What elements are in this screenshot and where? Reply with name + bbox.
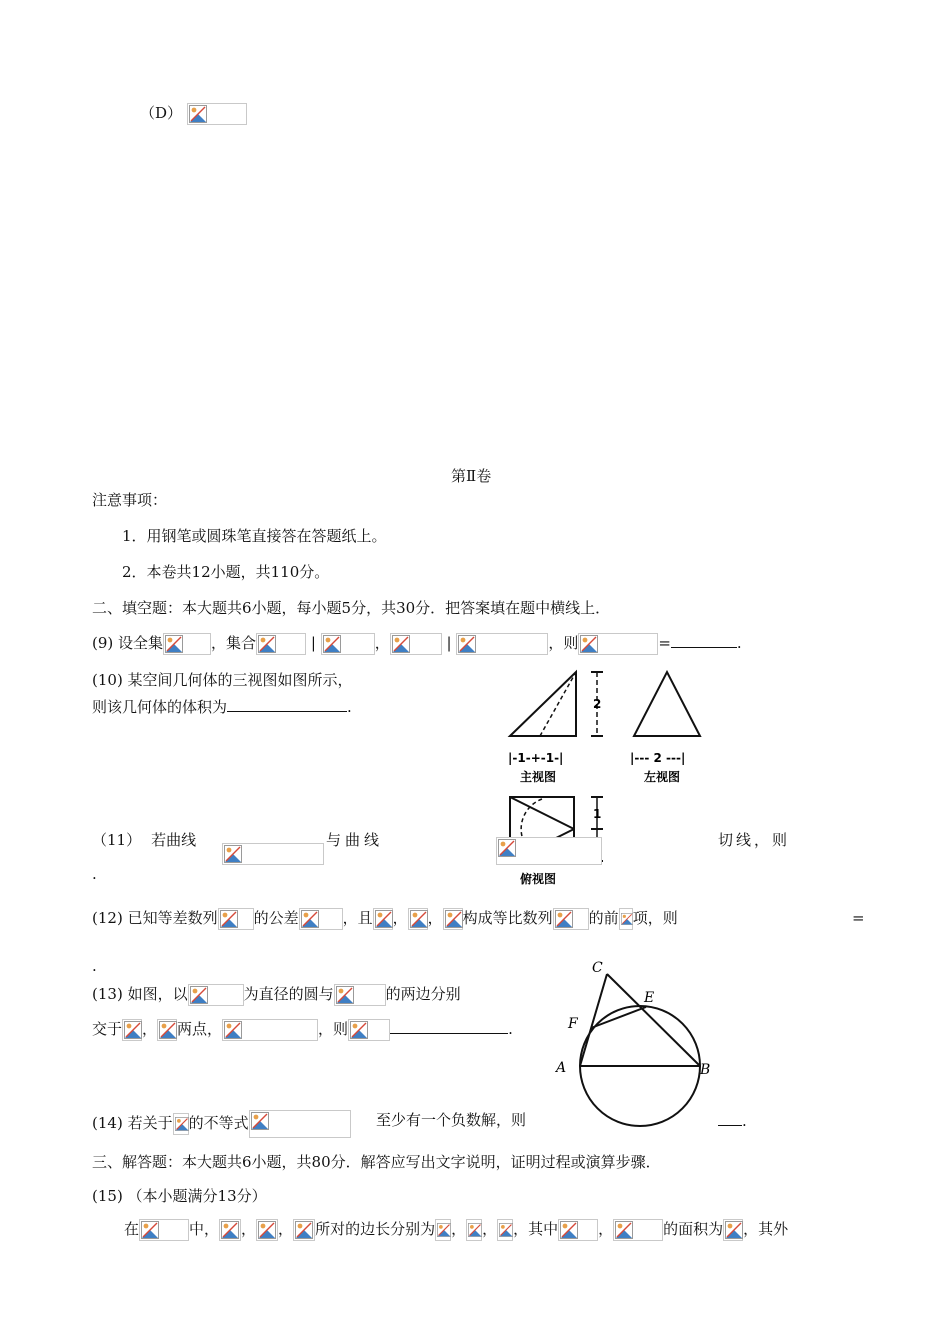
broken-image-icon [165, 635, 183, 653]
q15-text-4: ，其中 [513, 1220, 559, 1238]
q15-formula-4 [293, 1219, 315, 1241]
q9-number: (9) [92, 634, 114, 652]
broken-image-icon [336, 986, 354, 1004]
broken-image-icon [175, 1115, 189, 1133]
q12-text-3: ，且 [342, 909, 373, 927]
broken-image-icon [560, 1221, 578, 1239]
broken-image-icon [437, 1221, 451, 1239]
q9-bar-1: | [310, 634, 316, 652]
dim-side-bottom: |--- 2 ---| [630, 751, 686, 765]
q12-formula-4 [408, 908, 428, 930]
q9-comma: ， [374, 634, 390, 652]
q14-answer [718, 1110, 747, 1131]
circle-figure [550, 960, 720, 1130]
broken-image-icon [392, 635, 410, 653]
q15-formula-5 [435, 1219, 451, 1241]
q14-text-3: 至少有一个负数解，则 [376, 1111, 527, 1129]
side-view-label: 左视图 [644, 770, 681, 784]
q9-bar-2: | [446, 634, 452, 652]
q13-text-2: 为直径的圆与 [243, 985, 334, 1003]
question-9 [92, 632, 742, 655]
q15-line-1 [124, 1219, 788, 1241]
broken-image-icon [221, 1221, 239, 1239]
q15-text-2: 中， [189, 1220, 220, 1238]
q9-equals: = [658, 634, 671, 652]
q14-formula-2 [249, 1110, 351, 1138]
q14-text-1: 若关于 [127, 1114, 173, 1132]
q9-end: . [736, 634, 742, 652]
q10-line-1: (10) 某空间几何体的三视图如图所示， [92, 671, 353, 689]
q12-comma-2: ， [427, 909, 443, 927]
q12-comma-1: ， [392, 909, 408, 927]
q9-formula-5 [456, 633, 548, 655]
q15-formula-8 [558, 1219, 598, 1241]
q15-formula-1 [139, 1219, 189, 1241]
q13-formula-4 [157, 1019, 177, 1041]
q10-text: 则该几何体的体积为 [92, 698, 228, 716]
q15-text-6: ，其外 [743, 1220, 789, 1238]
dim-height: 2 [593, 697, 602, 711]
q15-formula-3 [256, 1219, 278, 1241]
broken-image-icon [124, 1021, 142, 1039]
q12-dot: . [92, 957, 97, 975]
broken-image-icon [410, 910, 428, 928]
broken-image-icon [621, 910, 633, 928]
q12-number: (12) [92, 909, 123, 927]
broken-image-icon [301, 910, 319, 928]
section2-heading: 二、填空题：本大题共6小题，每小题5分，共30分．把答案填在题中横线上． [92, 599, 611, 617]
q13-formula-5 [222, 1019, 318, 1041]
note-2: 2．本卷共12小题，共110分。 [122, 563, 330, 581]
q11-text-1: 若曲线 [151, 831, 197, 849]
broken-image-icon [141, 1221, 159, 1239]
q9-formula-4 [390, 633, 442, 655]
front-view [510, 672, 576, 736]
broken-image-icon [350, 1021, 368, 1039]
notes-heading: 注意事项： [92, 491, 168, 509]
option-d-image [187, 103, 247, 125]
section3-heading: 三、解答题：本大题共6小题，共80分．解答应写出文字说明，证明过程或演算步骤． [92, 1153, 661, 1171]
q11-number: （11） [92, 831, 142, 849]
q15-formula-6 [466, 1219, 482, 1241]
question-14 [92, 1110, 351, 1138]
label-b: B [700, 1062, 711, 1078]
broken-image-icon [258, 1221, 276, 1239]
q10-end: . [347, 698, 352, 716]
option-d [140, 103, 247, 125]
q12-text-1: 已知等差数列 [127, 909, 218, 927]
q13-line-2 [92, 1018, 513, 1041]
q13-answer-blank [390, 1018, 508, 1034]
q11-curve-1 [222, 843, 324, 865]
broken-image-icon [725, 1221, 743, 1239]
segment-cb [607, 974, 700, 1066]
q12-text-5: 的前 [588, 909, 619, 927]
broken-image-icon [580, 635, 598, 653]
q11-dot: . [92, 865, 97, 883]
q15-formula-9 [613, 1219, 663, 1241]
broken-image-icon [375, 910, 393, 928]
broken-image-icon [498, 839, 516, 857]
q15-comma-1: ， [241, 1220, 257, 1238]
broken-image-icon [458, 635, 476, 653]
q15-formula-2 [219, 1219, 241, 1241]
broken-image-icon [295, 1221, 313, 1239]
q14-formula-1 [173, 1113, 189, 1135]
broken-image-icon [159, 1021, 177, 1039]
q15-comma-4: ， [482, 1220, 498, 1238]
q15-text-5: 的面积为 [663, 1220, 724, 1238]
front-view-label: 主视图 [520, 770, 557, 784]
broken-image-icon [468, 1221, 482, 1239]
broken-image-icon [220, 910, 238, 928]
broken-image-icon [189, 105, 207, 123]
q15-title: (15) （本小题满分13分） [92, 1187, 267, 1205]
q13-text-4: 交于 [92, 1020, 123, 1038]
q12-formula-1 [218, 908, 254, 930]
q15-formula-7 [497, 1219, 513, 1241]
q9-text-3: ，则 [548, 634, 579, 652]
broken-image-icon [258, 635, 276, 653]
q12-formula-7 [619, 908, 633, 930]
broken-image-icon [251, 1112, 269, 1130]
q11-curve-2 [496, 837, 602, 865]
q13-text-3: 的两边分别 [385, 985, 461, 1003]
q9-text-1: 设全集 [118, 634, 164, 652]
label-f: F [568, 1016, 578, 1032]
part2-title: 第Ⅱ卷 [451, 467, 492, 485]
q12-text-4: 构成等比数列 [462, 909, 553, 927]
q12-formula-5 [443, 908, 463, 930]
q12-formula-2 [299, 908, 343, 930]
q13-comma-1: ， [142, 1020, 158, 1038]
q12-formula-3 [373, 908, 393, 930]
top-view-label: 俯视图 [520, 872, 557, 886]
dim-top-side-1: 1 [593, 807, 602, 821]
height-dimension [591, 672, 603, 736]
q15-comma-5: ， [598, 1220, 614, 1238]
q14-number: (14) [92, 1114, 123, 1132]
broken-image-icon [190, 986, 208, 1004]
question-12 [92, 908, 678, 930]
q15-comma-3: ， [451, 1220, 467, 1238]
q9-answer-blank [671, 632, 737, 648]
q13-formula-6 [348, 1019, 390, 1041]
q14-end: . [742, 1112, 747, 1130]
broken-image-icon [445, 910, 463, 928]
q11-text-3: 切线，则 [718, 831, 791, 849]
q13-line-1 [92, 984, 461, 1006]
note-1: 1．用钢笔或圆珠笔直接答在答题纸上。 [122, 527, 387, 545]
label-a: A [556, 1060, 567, 1076]
q9-formula-3 [321, 633, 375, 655]
q11-text-2: 与曲线 [326, 831, 384, 849]
q12-equals: = [852, 909, 865, 927]
option-d-label: （D） [140, 104, 183, 122]
q13-text-1: 如图，以 [127, 985, 188, 1003]
q15-formula-10 [723, 1219, 743, 1241]
q15-comma-2: ， [278, 1220, 294, 1238]
broken-image-icon [224, 1021, 242, 1039]
q12-formula-6 [553, 908, 589, 930]
q13-number: (13) [92, 985, 123, 1003]
q13-formula-1 [188, 984, 244, 1006]
q9-formula-6 [578, 633, 658, 655]
q13-end: . [508, 1020, 513, 1038]
q9-text-2: ，集合 [211, 634, 257, 652]
q9-formula-2 [256, 633, 306, 655]
q12-text-2: 的公差 [253, 909, 299, 927]
q10-line-2 [92, 696, 352, 717]
q10-answer-blank [227, 696, 347, 712]
q15-text-3: 所对的边长分别为 [315, 1220, 436, 1238]
q14-answer-blank [718, 1110, 742, 1126]
side-view [634, 672, 700, 736]
q12-text-6: 项，则 [632, 909, 678, 927]
broken-image-icon [555, 910, 573, 928]
q14-text-2: 的不等式 [188, 1114, 249, 1132]
broken-image-icon [615, 1221, 633, 1239]
q13-formula-2 [334, 984, 386, 1006]
q13-text-6: ，则 [318, 1020, 349, 1038]
broken-image-icon [224, 845, 242, 863]
q15-text-1: 在 [124, 1220, 140, 1238]
broken-image-icon [323, 635, 341, 653]
q13-formula-3 [122, 1019, 142, 1041]
question-11 [92, 830, 206, 850]
q13-text-5: 两点， [177, 1020, 223, 1038]
broken-image-icon [499, 1221, 513, 1239]
label-c: C [592, 960, 603, 976]
dim-front-bottom: |-1-+-1-| [508, 751, 564, 765]
q9-formula-1 [163, 633, 211, 655]
label-e: E [644, 990, 655, 1006]
